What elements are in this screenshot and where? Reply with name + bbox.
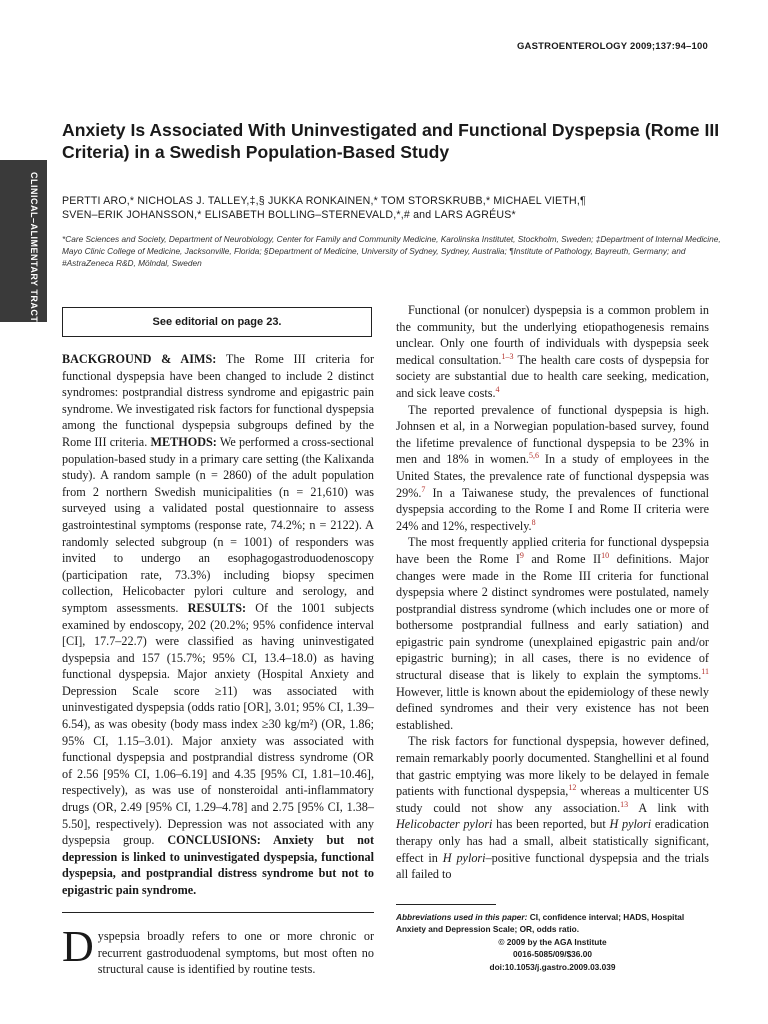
text-run: In a study of employees in the United States, the prevalence rate of functional dyspepsia was 29%. — [396, 452, 709, 500]
text-run: In a Taiwanese study, the prevalences of functional dyspepsia according to the Rome I and Rome II criteria were 24% and 12%, respectively. — [396, 485, 709, 533]
text-run: and Rome II — [523, 551, 602, 566]
text-run: Functional (or nonulcer) dyspepsia is a common problem in the community, but the underlying etiopathogenesis remains unclear. Only one fourth of individuals with dyspepsia seek medical consultation. — [396, 303, 709, 367]
species-name: H pylori — [442, 850, 486, 865]
affiliations: *Care Sciences and Society, Department of Neurobiology, Center for Family and Community Medicine, Karolinska Institutet, Stockholm, Sweden; ‡Department of Internal Medicine, Mayo Clinic College of Medicine, Jacksonville, Florida; §Department of Medicine, University of Sydney, Sydney, Australia; ¶Institute of Pathology, Bayreuth, Germany; and #AstraZeneca R&D, Mölndal, Sweden — [62, 234, 721, 268]
journal-reference: GASTROENTEROLOGY 2009;137:94–100 — [516, 41, 708, 52]
citation-link[interactable]: 9 — [519, 550, 524, 560]
body-paragraph-3 — [396, 534, 709, 733]
body-paragraph-1 — [396, 302, 709, 402]
text-run: The risk factors for functional dyspepsia, however defined, remain remarkably poorly documented. Stanghellini et al found that gastric emptying was more likely to be delayed in female patients with functional dyspepsia, — [396, 734, 709, 799]
abbreviations-label: Abbreviations used in this paper: — [396, 912, 528, 922]
article-title: Anxiety Is Associated With Uninvestigated and Functional Dyspepsia (Rome III Criteria) in a Swedish Population-Based Study — [62, 120, 720, 162]
citation-link[interactable]: 5,6 — [528, 451, 539, 461]
drop-cap: D — [62, 922, 94, 971]
text-run: A link with — [628, 800, 709, 815]
text-run: The most frequently applied criteria for functional dyspepsia have been the Rome I — [396, 535, 709, 566]
abstract-conclusions-heading: CONCLUSIONS: — [167, 833, 261, 848]
author-list — [62, 194, 722, 222]
text-run: whereas a multicenter US study could not show any association. — [396, 784, 709, 815]
text-run: However, little is known about the epidemiology of these newly defined syndromes and their very existence has not been established. — [396, 684, 709, 732]
citation-link[interactable]: 7 — [421, 484, 426, 494]
citation-link[interactable]: 11 — [701, 667, 709, 676]
abbreviations-note — [396, 911, 709, 936]
text-run: eradication therapy only has had a small, albeit statistically significant, effect in — [396, 817, 710, 865]
abbreviations-text: CI, confidence interval; HADS, Hospital Anxiety and Depression Scale; OR, odds ratio. — [396, 912, 685, 935]
text-run: definitions. Major changes were made in the Rome III criteria for functional dyspepsia where 2 distinct syndromes were postulated, namely postprandial distress syndrome (which includes one or more of bothersome postprandial fullness and early satiation) and epigastric pain syndrome (unexplained epigastric pain and/or epigastric burning); in all cases, there is no evidence of structural disease that is likely to explain the symptoms. — [396, 551, 709, 683]
species-name: H pylori — [609, 817, 652, 832]
body-column-right — [396, 302, 709, 883]
footnote-block — [396, 911, 709, 973]
citation-link[interactable]: 4 — [495, 384, 500, 394]
introduction-opening — [62, 922, 374, 978]
doi-link[interactable]: doi:10.1053/j.gastro.2009.03.039 — [489, 961, 616, 972]
text-run: The reported prevalence of functional dyspepsia is high. Johnsen et al, in a Norwegian population-based survey, found the lifetime prevalence of functional dyspepsia to be 23% in men and 18% in women. — [396, 402, 709, 467]
abstract-results-text: Of the 1001 subjects examined by endoscopy, 202 (20.2%; 95% confidence interval [CI], 17.7–22.7) were classified as having uninvestigated dyspepsia and 157 (15.7%; 95% CI, 13.4–18.0) as having functional dyspepsia. Major anxiety (Hospital Anxiety and Depression Scale score ≥11) was associated with uninvestigated dyspepsia (odds ratio [OR], 3.01; 95% CI, 1.39–6.54), as was obesity (body mass index ≥30 kg/m²) (OR, 1.86; 95% CI, 1.15–3.01). Major anxiety was associated with functional dyspepsia and postprandial distress syndrome (OR of 2.56 [95% CI, 1.06–6.19] and 4.35 [95% CI, 1.81–10.46], respectively), as was use of nonsteroidal anti-inflammatory drugs (OR, 2.49 [95% CI, 1.29–4.78] and 2.75 [95% CI, 1.38–5.50], respectively). Depression was not associated with any dyspepsia group. — [62, 600, 375, 848]
editorial-note: See editorial on page 23. — [152, 316, 282, 328]
abstract-background-heading: BACKGROUND & AIMS: — [62, 352, 217, 366]
citation-link[interactable]: 1–3 — [501, 351, 514, 361]
citation-link[interactable]: 8 — [531, 517, 536, 527]
author-line-2: SVEN–ERIK JOHANSSON,* ELISABETH BOLLING–STERNEVALD,*,# and LARS AGRÉUS* — [62, 209, 516, 221]
introduction-text: yspepsia broadly refers to one or more chronic or recurrent gastroduodenal symptoms, but most often no structural cause is identified by routine tests. — [97, 929, 374, 977]
citation-link[interactable]: 12 — [568, 783, 577, 793]
abstract-conclusions-text: Anxiety but not depression is linked to uninvestigated dyspepsia, functional dyspepsia, and postprandial distress syndrome but not to epigastric pain syndrome. — [62, 833, 374, 897]
body-paragraph-4 — [396, 733, 709, 882]
citation-link[interactable]: 13 — [620, 799, 629, 809]
abstract-background-text: The Rome III criteria for functional dyspepsia have been changed to include 2 distinct syndromes: postprandial distress syndrome and epigastric pain syndrome. We investigated risk factors for functional dyspepsia among the functional dyspepsia subgroups defined by the Rome III criteria. — [62, 352, 374, 449]
footnote-divider — [396, 904, 496, 905]
abstract — [62, 351, 374, 899]
abstract-divider — [62, 912, 374, 913]
abstract-methods-heading: METHODS: — [150, 434, 217, 449]
abstract-results-heading: RESULTS: — [187, 600, 247, 615]
body-paragraph-2 — [396, 402, 709, 535]
issn-line: 0016-5085/09/$36.00 — [513, 949, 592, 960]
citation-link[interactable]: 10 — [601, 550, 610, 560]
text-run: The health care costs of dyspepsia for society are substantial due to health care seeking, medication, and sick leave costs. — [396, 352, 709, 400]
side-tab-label: CLINICAL–ALIMENTARY TRACT — [29, 172, 39, 323]
author-line-1: PERTTI ARO,* NICHOLAS J. TALLEY,‡,§ JUKKA RONKAINEN,* TOM STORSKRUBB,* MICHAEL VIETH,¶ — [62, 195, 586, 207]
abstract-methods-text: We performed a cross-sectional population-based study in a primary care setting (the Kalixanda study). A random sample (n = 2860) of the adult population from 2 northern Swedish municipalities (n = 21,610) was surveyed using a validated postal questionnaire to assess gastrointestinal symptoms (response rate, 74.2%; n = 2122). A randomly selected subgroup (n = 1001) of responders was invited to undergo an esophagogastroduodenoscopy (participation rate, 73.3%) including biopsy specimen collection, Helicobacter pylori culture and serology, and symptom assessments. — [62, 434, 374, 615]
text-run: –positive functional dyspepsia and the trials all failed to — [396, 850, 709, 882]
species-name: Helicobacter pylori — [396, 817, 493, 832]
text-run: has been reported, but — [492, 817, 610, 832]
copyright-line: © 2009 by the AGA Institute — [498, 936, 607, 947]
editorial-note-box — [62, 307, 372, 337]
abstract-paragraph — [62, 351, 374, 899]
